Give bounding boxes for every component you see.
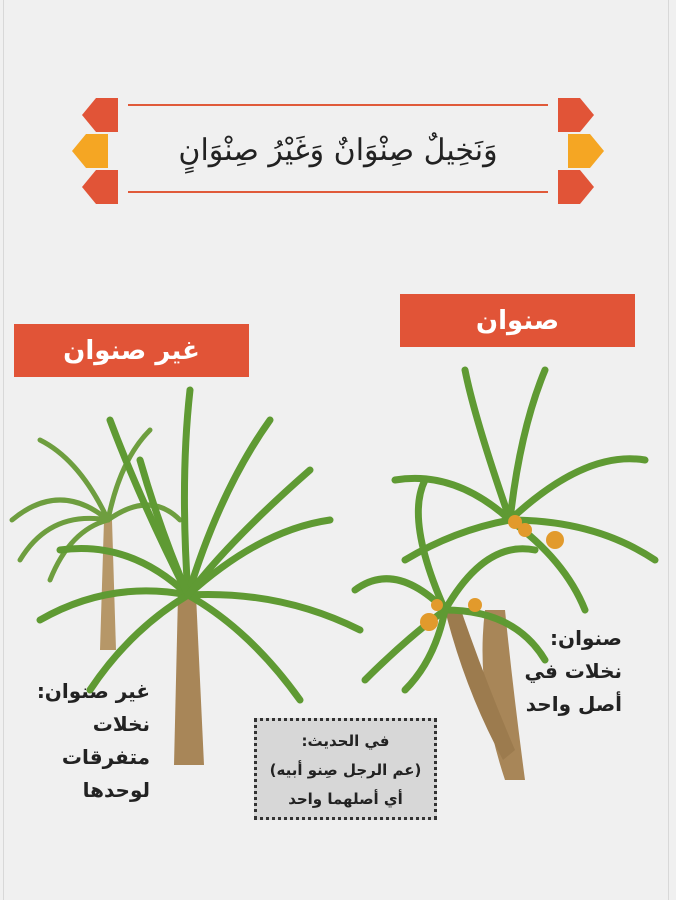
quran-verse: وَنَخِيلٌ صِنْوَانٌ وَغَيْرُ صِنْوَانٍ: [178, 132, 498, 168]
ornament-bottom-left-icon: [82, 170, 118, 204]
sinwan-caption-line-2: نخلات في: [524, 659, 622, 683]
ornament-middle-right-icon: [568, 134, 604, 168]
sinwan-caption-line-3: أصل واحد: [525, 692, 622, 716]
ornament-middle-left-icon: [72, 134, 108, 168]
ornament-top-right-icon: [558, 98, 594, 132]
frame-right-line: [668, 0, 669, 900]
ghair-sinwan-caption-line-2: نخلات متفرقات: [61, 712, 150, 769]
hadith-line-2: (عم الرجل صِنو أبيه): [269, 761, 422, 779]
ghair-sinwan-banner-title: غير صنوان: [63, 335, 200, 366]
hadith-box: [254, 718, 437, 820]
hadith-line-1: في الحديث:: [301, 732, 390, 750]
verse-bottom-rule: [128, 191, 548, 193]
ghair-sinwan-banner: [14, 324, 249, 377]
sinwan-caption-line-1: صنوان:: [550, 626, 622, 650]
ghair-sinwan-caption: [0, 675, 150, 807]
ornament-top-left-icon: [82, 98, 118, 132]
sinwan-banner: [400, 294, 635, 347]
ghair-sinwan-caption-line-3: لوحدها: [82, 778, 150, 802]
hadith-line-3: أي أصلهما واحد: [288, 790, 403, 808]
sinwan-caption: [470, 622, 622, 721]
sinwan-banner-title: صنوان: [475, 305, 560, 336]
verse-top-rule: [128, 104, 548, 106]
ghair-sinwan-caption-line-1: غير صنوان:: [36, 679, 150, 703]
ornament-bottom-right-icon: [558, 170, 594, 204]
